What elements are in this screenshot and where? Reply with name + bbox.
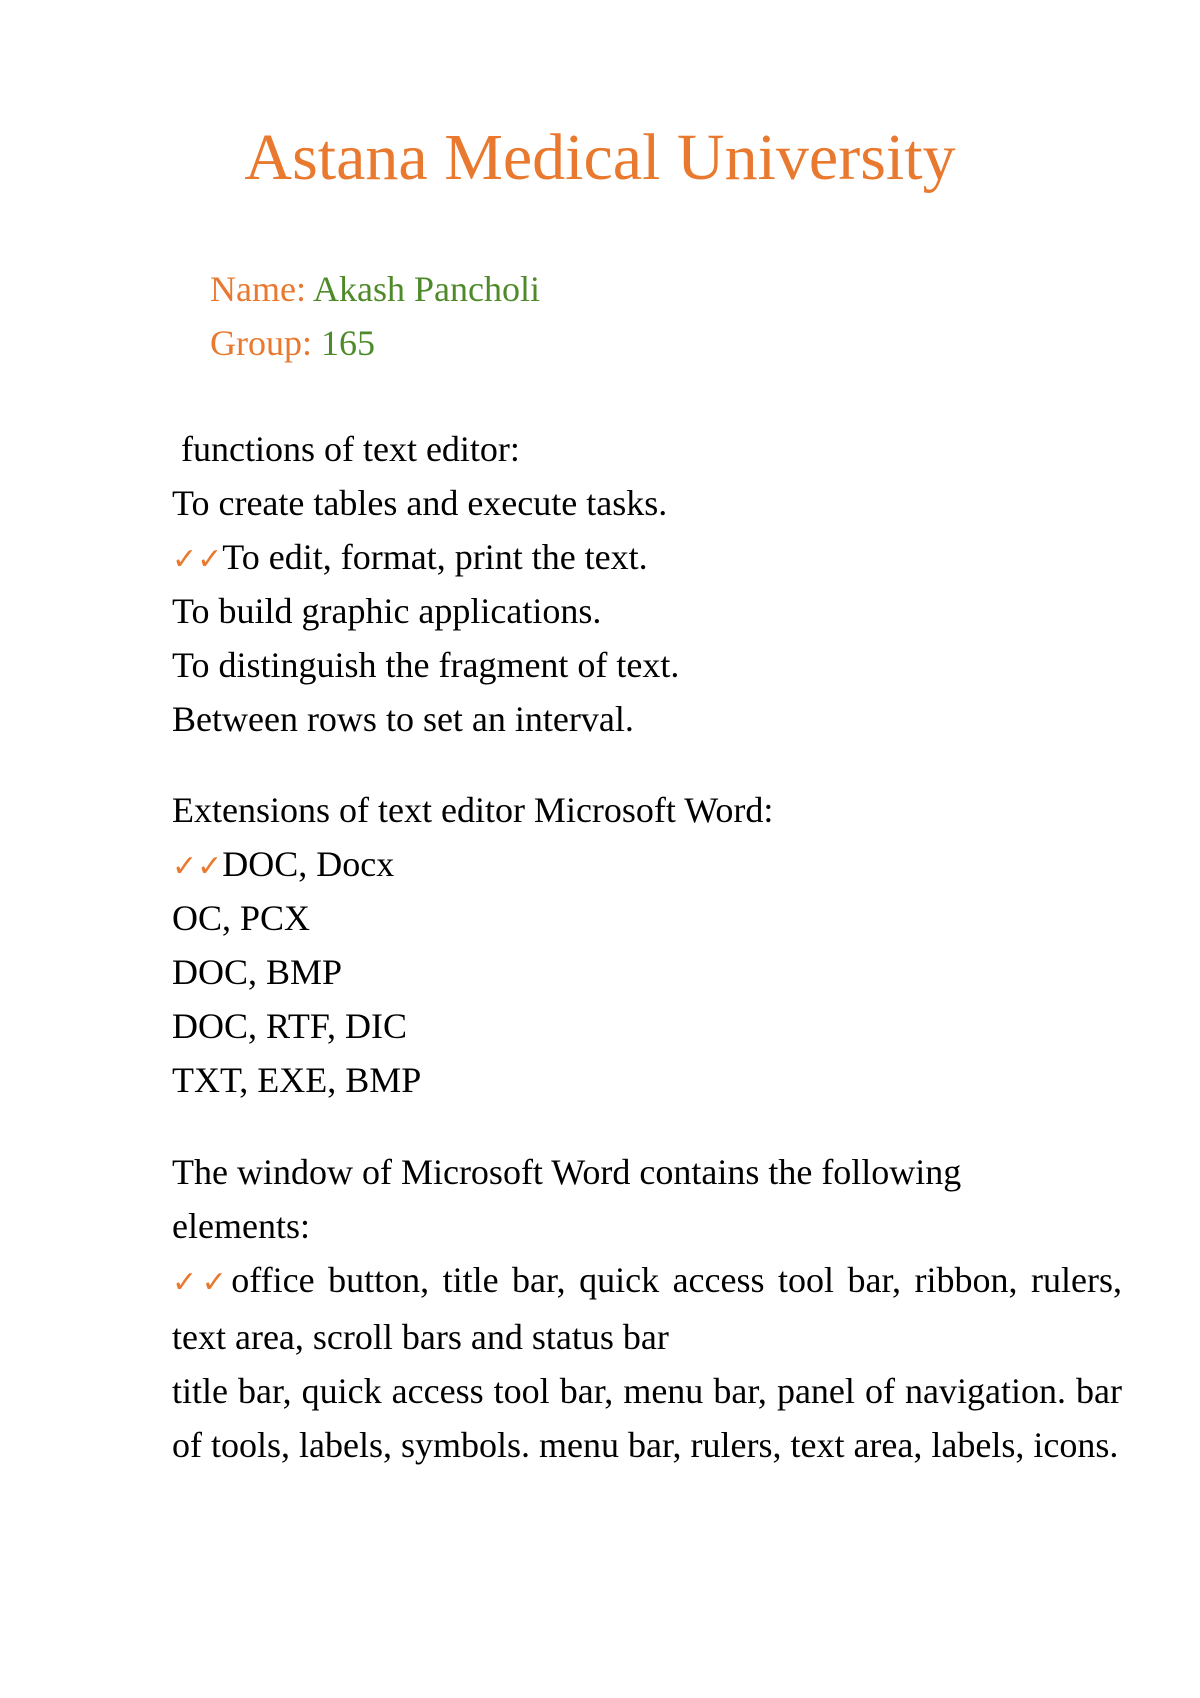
university-title: Astana Medical University (244, 121, 956, 194)
group-label: Group: (210, 323, 321, 363)
option-text: OC, PCX (172, 898, 311, 938)
option-text: TXT, EXE, BMP (172, 1060, 422, 1100)
group-value: 165 (321, 323, 375, 363)
question-3-option-1 (172, 1253, 1122, 1364)
option-text: title bar, quick access tool bar, menu bar, panel of navigation. bar of tools, labels, symbols. menu bar, rulers, text area, labels, icons. (172, 1371, 1122, 1465)
student-group-line (210, 316, 375, 370)
question-3-prompt: The window of Microsoft Word contains the following elements: (172, 1152, 962, 1246)
option-text: DOC, Docx (222, 844, 395, 884)
option-text: To distinguish the fragment of text. (172, 645, 680, 685)
checkmark-icon: ✓✓ (172, 542, 223, 577)
question-2 (172, 783, 1122, 1107)
question-3-option-2 (172, 1364, 1122, 1472)
checkmark-icon: ✓✓ (172, 849, 223, 884)
option-text: Between rows to set an interval. (172, 699, 634, 739)
student-name-line (210, 262, 540, 316)
question-2-option-3 (172, 945, 1122, 999)
question-1 (172, 422, 1122, 746)
option-text: office button, title bar, quick access tool bar, ribbon, rulers, text area, scroll bars and status bar (172, 1260, 1122, 1357)
question-2-prompt: Extensions of text editor Microsoft Word: (172, 790, 774, 830)
question-1-option-4 (172, 638, 1122, 692)
option-text: DOC, RTF, DIC (172, 1006, 407, 1046)
question-1-option-5 (172, 692, 1122, 746)
question-2-option-4 (172, 999, 1122, 1053)
option-text: To edit, format, print the text. (222, 537, 648, 577)
option-text: To build graphic applications. (172, 591, 602, 631)
question-1-prompt: functions of text editor: (172, 429, 520, 469)
question-1-option-2 (172, 530, 1122, 584)
name-label: Name: (210, 269, 313, 309)
name-value: Akash Pancholi (312, 269, 540, 309)
option-text: To create tables and execute tasks. (172, 483, 668, 523)
question-3 (172, 1145, 1122, 1472)
option-text: DOC, BMP (172, 952, 343, 992)
checkmark-icon: ✓✓ (172, 1265, 232, 1300)
question-2-option-5 (172, 1053, 1122, 1107)
question-2-option-2 (172, 891, 1122, 945)
question-1-option-1 (172, 476, 1122, 530)
question-1-option-3 (172, 584, 1122, 638)
question-2-option-1 (172, 837, 1122, 891)
